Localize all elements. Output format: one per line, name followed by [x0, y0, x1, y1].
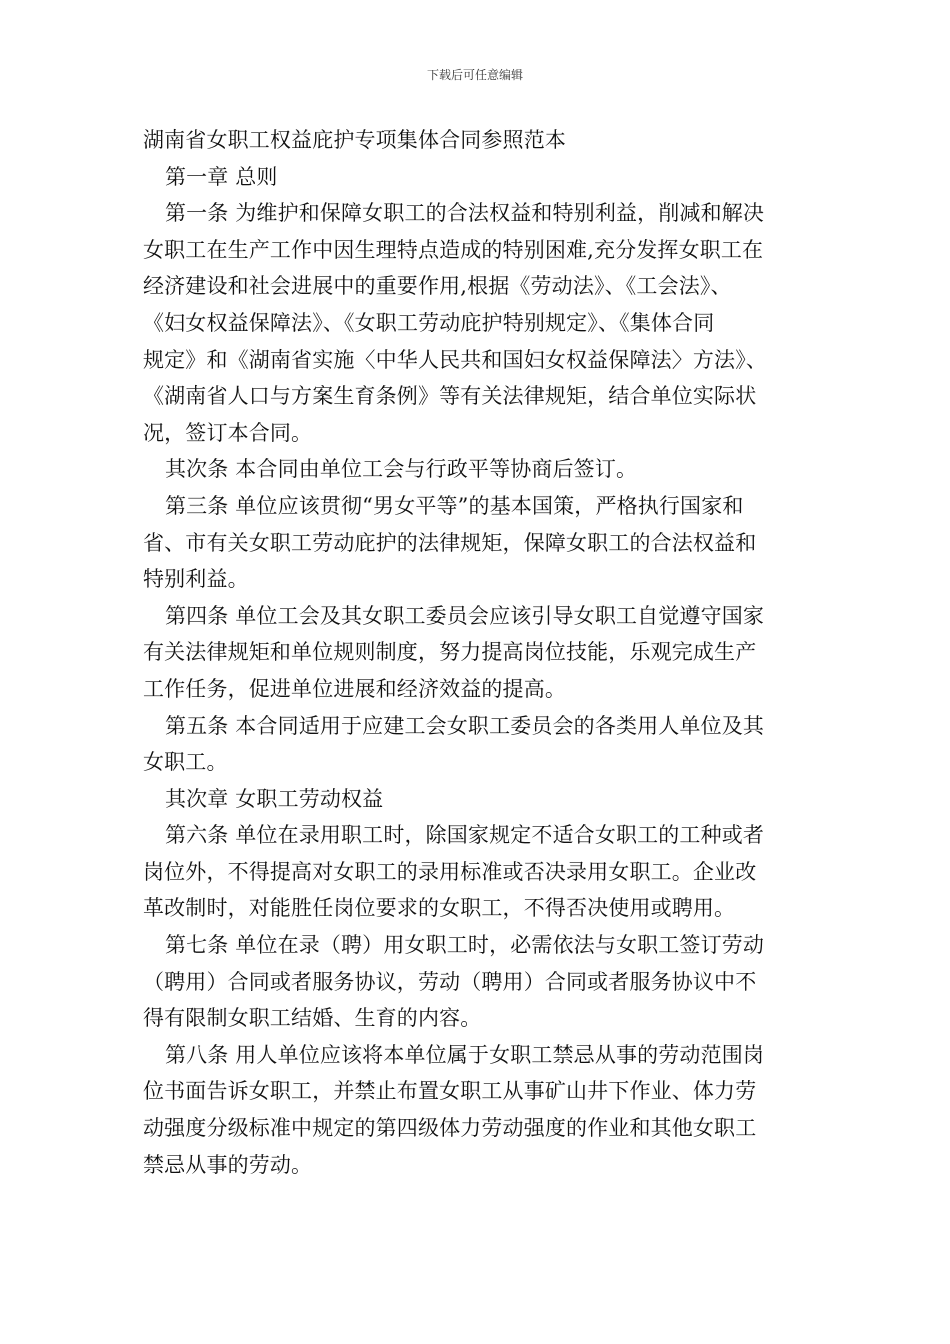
text-line: 第一章 总则	[165, 164, 278, 189]
document-title: 湖南省女职工权益庇护专项集体合同参照范本	[143, 128, 566, 152]
text-line: 有关法律规矩和单位规则制度，努力提高岗位技能，乐观完成生产	[143, 640, 757, 665]
text-line: 特别利益。	[143, 567, 249, 592]
text-line: 第三条 单位应该贯彻“男女平等”的基本国策，严格执行国家和	[165, 493, 744, 518]
text-line: 其次条 本合同由单位工会与行政平等协商后签订。	[165, 457, 638, 482]
text-line: 第四条 单位工会及其女职工委员会应该引导女职工自觉遵守国家	[165, 603, 765, 628]
text-line: 工作任务，促进单位进展和经济效益的提高。	[143, 676, 566, 701]
document-body	[143, 122, 813, 1183]
text-line: 革改制时，对能胜任岗位要求的女职工，不得否决使用或聘用。	[143, 896, 736, 921]
text-line: 省、市有关女职工劳动庇护的法律规矩，保障女职工的合法权益和	[143, 530, 757, 555]
text-line: 第六条 单位在录用职工时，除国家规定不适合女职工的工种或者	[165, 823, 765, 848]
text-line: 第一条 为维护和保障女职工的合法权益和特别利益，削减和解决	[165, 201, 765, 226]
text-line: 禁忌从事的劳动。	[143, 1152, 313, 1177]
text-line: 其次章 女职工劳动权益	[165, 786, 384, 811]
text-line: 女职工在生产工作中因生理特点造成的特别困难,充分发挥女职工在	[143, 237, 764, 262]
header-note: 下载后可任意编辑	[426, 68, 523, 82]
text-line: 《妇女权益保障法》、《女职工劳动庇护特别规定》、《集体合同	[143, 310, 715, 335]
text-line: 得有限制女职工结婚、生育的内容。	[143, 1006, 482, 1031]
text-line: 位书面告诉女职工，并禁止布置女职工从事矿山井下作业、体力劳	[143, 1079, 757, 1104]
text-line: 动强度分级标准中规定的第四级体力劳动强度的作业和其他女职工	[143, 1116, 757, 1141]
text-line: 《湖南省人口与方案生育条例》等有关法律规矩，结合单位实际状	[143, 384, 757, 409]
text-line: 第五条 本合同适用于应建工会女职工委员会的各类用人单位及其	[165, 713, 765, 738]
text-line: （聘用）合同或者服务协议，劳动（聘用）合同或者服务协议中不	[143, 969, 757, 994]
text-line: 规定》和《湖南省实施〈中华人民共和国妇女权益保障法〉方法》、	[143, 347, 767, 372]
text-line: 第七条 单位在录（聘）用女职工时，必需依法与女职工签订劳动	[165, 933, 765, 958]
text-line: 况，签订本合同。	[143, 420, 313, 445]
text-line: 经济建设和社会进展中的重要作用,根据《劳动法》、《工会法》、	[143, 274, 732, 299]
text-line: 岗位外，不得提高对女职工的录用标准或否决录用女职工。企业改	[143, 859, 757, 884]
text-line: 第八条 用人单位应该将本单位属于女职工禁忌从事的劳动范围岗	[165, 1042, 765, 1067]
text-line: 女职工。	[143, 750, 228, 775]
